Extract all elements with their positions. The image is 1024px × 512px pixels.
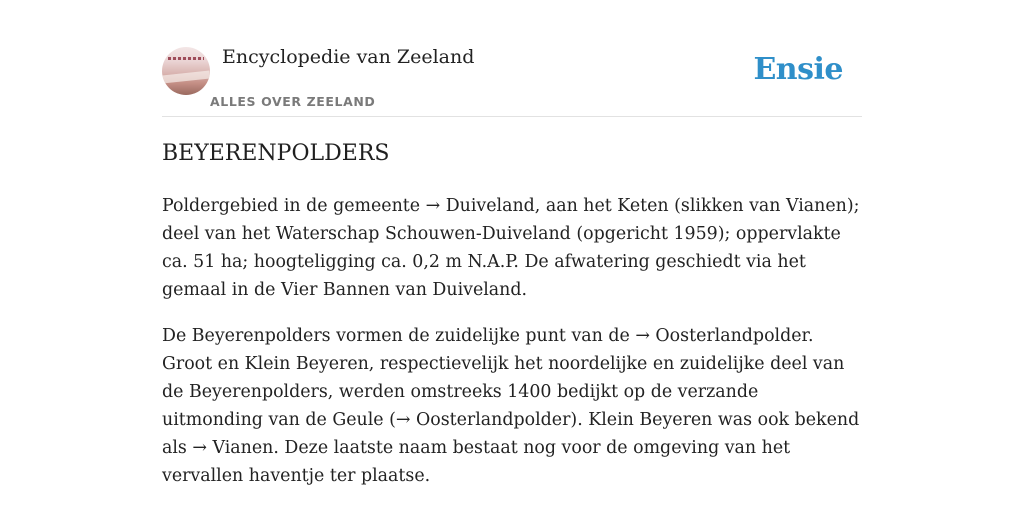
page	[162, 0, 862, 486]
paragraph-text: . Deze laatste naam bestaat nog voor de omgeving van het vervallen haventje ter plaatse.	[162, 438, 791, 486]
cross-reference-link[interactable]: → Vianen	[192, 438, 274, 458]
cross-reference-link[interactable]: → Duiveland	[425, 196, 535, 216]
site-title[interactable]: Encyclopedie van Zeeland	[222, 46, 475, 68]
site-avatar-icon[interactable]	[162, 47, 210, 95]
cross-reference-link[interactable]: → Oosterlandpolder	[635, 326, 808, 346]
paragraph-text: Poldergebied in de gemeente	[162, 196, 426, 216]
avatar-stripe	[168, 57, 204, 60]
entry-paragraph	[162, 192, 862, 304]
site-tagline: ALLES OVER ZEELAND	[210, 94, 376, 109]
brand-logo-link[interactable]: Ensie	[753, 52, 843, 87]
entry-content	[162, 192, 862, 508]
entry-title: BEYERENPOLDERS	[162, 141, 390, 166]
cross-reference-link[interactable]: → Oosterlandpolder	[395, 410, 571, 430]
paragraph-text: . Groot en Klein Beyeren, respectievelijk het noordelijke en zuidelijke deel van de Beyerenpolders, werden omstreeks 1400 bedijkt op de verzande uitmonding van de Geule (	[162, 326, 845, 430]
entry-paragraph	[162, 322, 862, 490]
paragraph-text: De Beyerenpolders vormen de zuidelijke punt van de	[162, 326, 636, 346]
avatar-band	[162, 71, 210, 84]
paragraph-text: ). Klein Beyeren was ook bekend als	[162, 410, 860, 458]
paragraph-text: , aan het Keten (slikken van Vianen); deel van het Waterschap Schouwen-Duiveland (opgericht 1959); oppervlakte ca. 51 ha; hoogteligging ca. 0,2 m N.A.P. De afwatering geschiedt via het gemaal in de Vier Bannen van Duiveland.	[162, 196, 860, 300]
site-header	[162, 0, 862, 117]
